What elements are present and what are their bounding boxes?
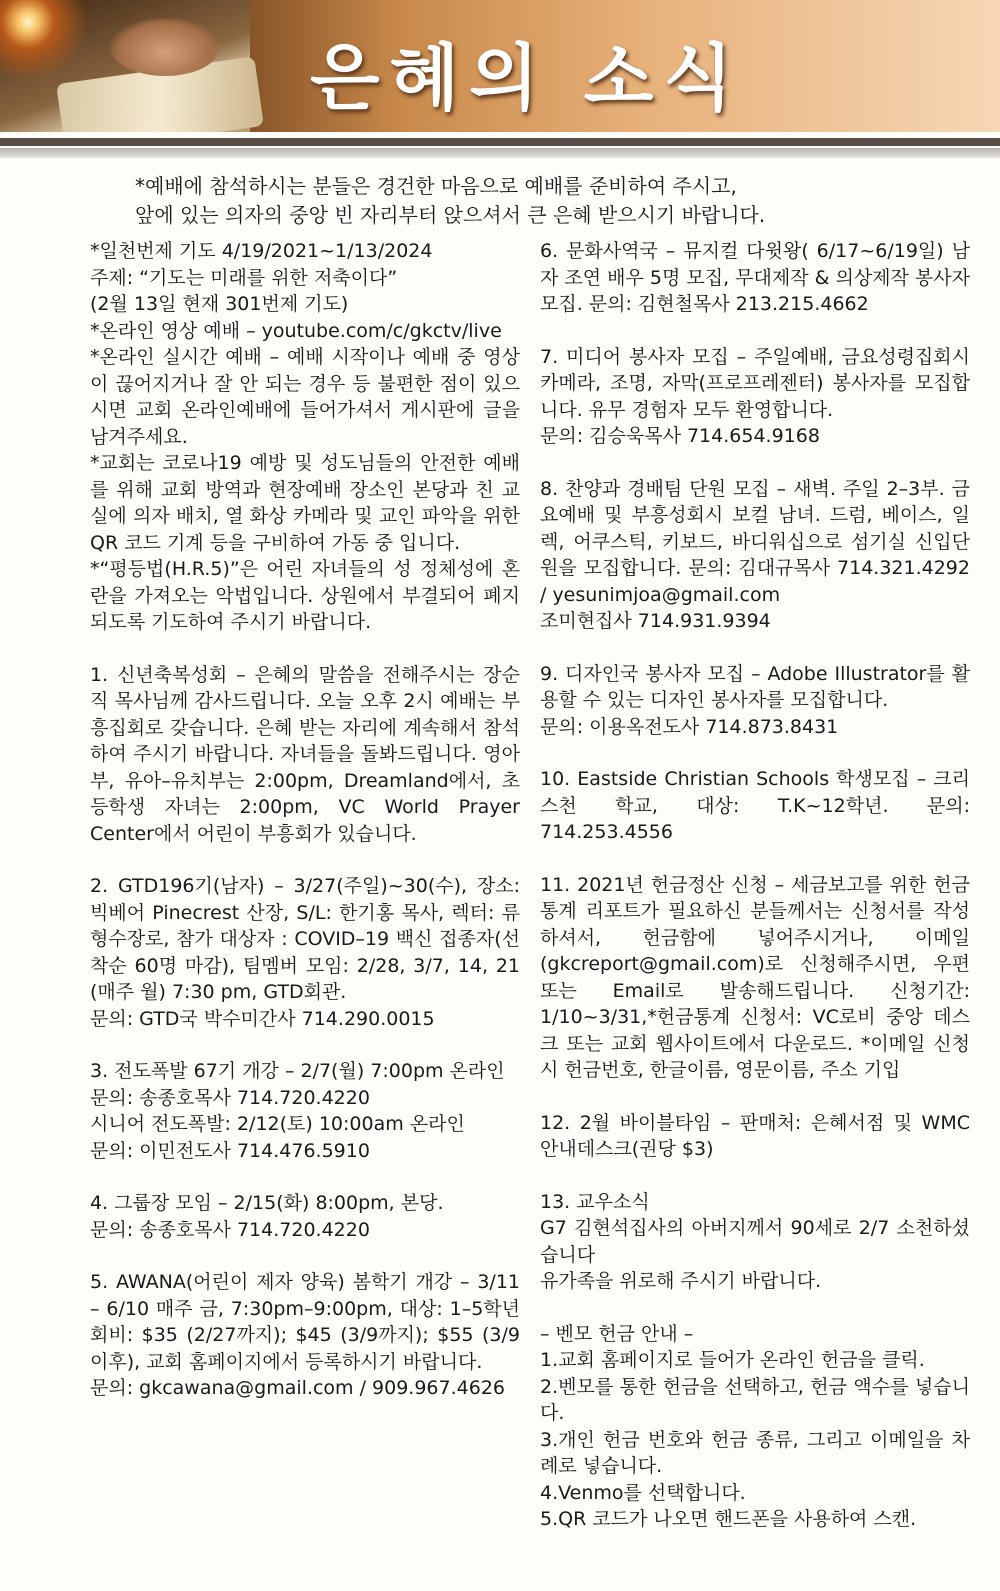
paragraph-gap: [540, 318, 970, 344]
header-banner: [0, 0, 1000, 132]
divider: [0, 138, 1000, 146]
notice-paragraph: G7 김현석집사의 아버지께서 90세로 2/7 소천하셨습니다: [540, 1217, 970, 1266]
intro-line: *예배에 참석하시는 분들은 경건한 마음으로 예배를 준비하여 주시고,: [135, 174, 737, 198]
notice-paragraph: 문의: 송종호목사 714.720.4220: [90, 1218, 370, 1241]
intro-notice: [135, 172, 965, 230]
paragraph-gap: [540, 1163, 970, 1189]
notice-paragraph: 1.교회 홈페이지로 들어가 온라인 헌금을 클릭.: [540, 1349, 925, 1371]
notice-paragraph: *온라인 실시간 예배 – 예배 시작이나 예배 중 영상이 끊어지거나 잘 안 되는 경우 등 불편한 점이 있으시면 교회 온라인예배에 들어가셔서 게시판에 글을 남겨주세요.: [90, 346, 520, 448]
notice-paragraph: 9. 디자인국 봉사자 모집 – Adobe Illustrator를 활용할 수 있는 디자인 봉사자를 모집합니다.: [540, 662, 970, 711]
notice-paragraph: 12. 2월 바이블타임 – 판매처: 은혜서점 및 WMC 안내데스크(권당 $3): [540, 1111, 970, 1160]
notice-paragraph: 5.QR 코드가 나오면 핸드폰을 사용하여 스캔.: [540, 1508, 917, 1530]
paragraph-gap: [540, 1084, 970, 1110]
intro-line: 앞에 있는 의자의 중앙 빈 자리부터 앉으셔서 큰 은혜 받으시기 바랍니다.: [135, 203, 766, 227]
notice-paragraph: 문의: 이용옥전도사 714.873.8431: [540, 715, 839, 738]
praying-hands-image: [110, 18, 220, 76]
paragraph-gap: [90, 636, 520, 662]
prayer-photo: [0, 0, 250, 132]
paragraph-gap: [90, 1243, 520, 1269]
notice-paragraph: *교회는 코로나19 예방 및 성도님들의 안전한 예배를 위해 교회 방역과 현장예배 장소인 본당과 친 교실에 의자 배치, 열 화상 카메라 및 교인 파악을 위한 QR 코드 기계 등을 구비하여 가동 중 입니다.: [90, 452, 520, 554]
notice-paragraph: 5. AWANA(어린이 제자 양육) 봄학기 개강 – 3/11 – 6/10 매주 금, 7:30pm–9:00pm, 대상: 1–5학년 회비: $35 (2/27까지); $45 (3/9까지); $55 (3/9 이후), 교회 홈페이지에서 등록하시기 바랍니다.: [90, 1271, 520, 1373]
notice-paragraph: 7. 미디어 봉사자 모집 – 주일예배, 금요성령집회시 카메라, 조명, 자막(프로프레젠터) 봉사자를 모집합니다. 유무 경험자 모두 환영합니다.: [540, 345, 970, 421]
paragraph-gap: [540, 740, 970, 766]
notice-paragraph: 문의: 이민전도사 714.476.5910: [90, 1139, 370, 1162]
notice-paragraph: 문의: 송종호목사 714.720.4220: [90, 1086, 370, 1109]
notice-paragraph: 유가족을 위로해 주시기 바랍니다.: [540, 1270, 822, 1292]
notice-paragraph: 13. 교우소식: [540, 1190, 650, 1213]
paragraph-gap: [90, 1164, 520, 1190]
notice-paragraph: 10. Eastside Christian Schools 학생모집 – 크리스천 학교, 대상: T.K~12학년. 문의: 714.253.4556: [540, 768, 970, 843]
notice-paragraph: 3. 전도폭발 67기 개강 – 2/7(월) 7:00pm 온라인: [90, 1060, 505, 1082]
notice-paragraph: *일천번제 기도 4/19/2021~1/13/2024: [90, 240, 433, 262]
notice-paragraph: 시니어 전도폭발: 2/12(토) 10:00am 온라인: [90, 1113, 465, 1135]
divider-shadow: [0, 148, 1000, 158]
notice-paragraph: 주제: “기도는 미래를 위한 저축이다”: [90, 266, 398, 289]
notice-paragraph: 문의: GTD국 박수미간사 714.290.0015: [90, 1007, 435, 1030]
notice-paragraph: 2.벤모를 통한 헌금을 선택하고, 헌금 액수를 넣습니다.: [540, 1375, 970, 1424]
notice-paragraph: 6. 문화사역국 – 뮤지컬 다윗왕( 6/17~6/19일) 남자 조연 배우 5명 모집, 무대제작 & 의상제작 봉사자 모집. 문의: 김현철목사 213.215.4662: [540, 240, 970, 315]
notice-paragraph: 3.개인 헌금 번호와 헌금 종류, 그리고 이메일을 차례로 넣습니다.: [540, 1428, 970, 1477]
paragraph-gap: [540, 1295, 970, 1321]
page-title: 은혜의 소식: [310, 35, 743, 120]
paragraph-gap: [540, 635, 970, 661]
notice-paragraph: – 벤모 헌금 안내 –: [540, 1322, 694, 1345]
notice-paragraph: 조미현집사 714.931.9394: [540, 610, 771, 632]
paragraph-gap: [540, 450, 970, 476]
paragraph-gap: [90, 1032, 520, 1058]
paragraph-gap: [540, 846, 970, 872]
notice-paragraph: 2. GTD196기(남자) – 3/27(주일)~30(수), 장소: 빅베어 Pinecrest 산장, S/L: 한기홍 목사, 렉터: 류형수장로, 참가 대상자 : COVID–19 백신 접종자(선착순 60명 마감), 팀멤버 모임: 2/28, 3/7, 14, 21 (매주 월) 7:30 pm, GTD회관.: [90, 875, 520, 1003]
notice-paragraph: 8. 찬양과 경배팀 단원 모집 – 새벽. 주일 2–3부. 금요예배 및 부흥성회시 보컬 남녀. 드럼, 베이스, 일렉, 어쿠스틱, 키보드, 바디워십으로 섬기실 신입단원을 모집합니다. 문의: 김대규목사 714.321.4292 / yesunimjoa@gmail.com: [540, 477, 970, 606]
notice-paragraph: (2월 13일 현재 301번제 기도): [90, 293, 349, 315]
notice-paragraph: 4.Venmo를 선택합니다.: [540, 1481, 746, 1504]
notice-paragraph: 4. 그룹장 모임 – 2/15(화) 8:00pm, 본당.: [90, 1192, 444, 1214]
paragraph-gap: [90, 847, 520, 873]
notice-paragraph: *온라인 영상 예배 – youtube.com/c/gkctv/live: [90, 319, 502, 342]
right-column: [540, 238, 970, 1533]
notice-paragraph: 1. 신년축복성회 – 은혜의 말씀을 전해주시는 장순직 목사님께 감사드립니다. 오늘 오후 2시 예배는 부흥집회로 갖습니다. 은혜 받는 자리에 계속해서 참석하여 주시기 바랍니다. 자녀들을 돌봐드립니다. 영아부, 유아–유치부는 2:00pm, Dreamland에서, 초등학생 자녀는 2:00pm, VC World Prayer Center에서 어린이 부흥회가 있습니다.: [90, 663, 520, 845]
notice-paragraph: *“평등법(H.R.5)”은 어린 자녀들의 성 정체성에 혼란을 가져오는 악법입니다. 상원에서 부결되어 폐지되도록 기도하여 주시기 바랍니다.: [90, 558, 520, 633]
left-column: [90, 238, 520, 1402]
notice-paragraph: 문의: gkcawana@gmail.com / 909.967.4626: [90, 1377, 506, 1399]
notice-paragraph: 11. 2021년 헌금정산 신청 – 세금보고를 위한 헌금통계 리포트가 필요하신 분들께서는 신청서를 작성하셔서, 헌금함에 넣어주시거나, 이메일(gkcreport@gmail.com)로 신청해주시면, 우편 또는 Email로 발송해드립니다. 신청기간: 1/10~3/31,*헌금통계 신청서: VC로비 중앙 데스크 또는 교회 웹사이트에서 다운로드. *이메일 신청시 헌금번호, 한글이름, 영문이름, 주소 기입: [540, 873, 970, 1081]
notice-paragraph: 문의: 김승욱목사 714.654.9168: [540, 425, 820, 447]
